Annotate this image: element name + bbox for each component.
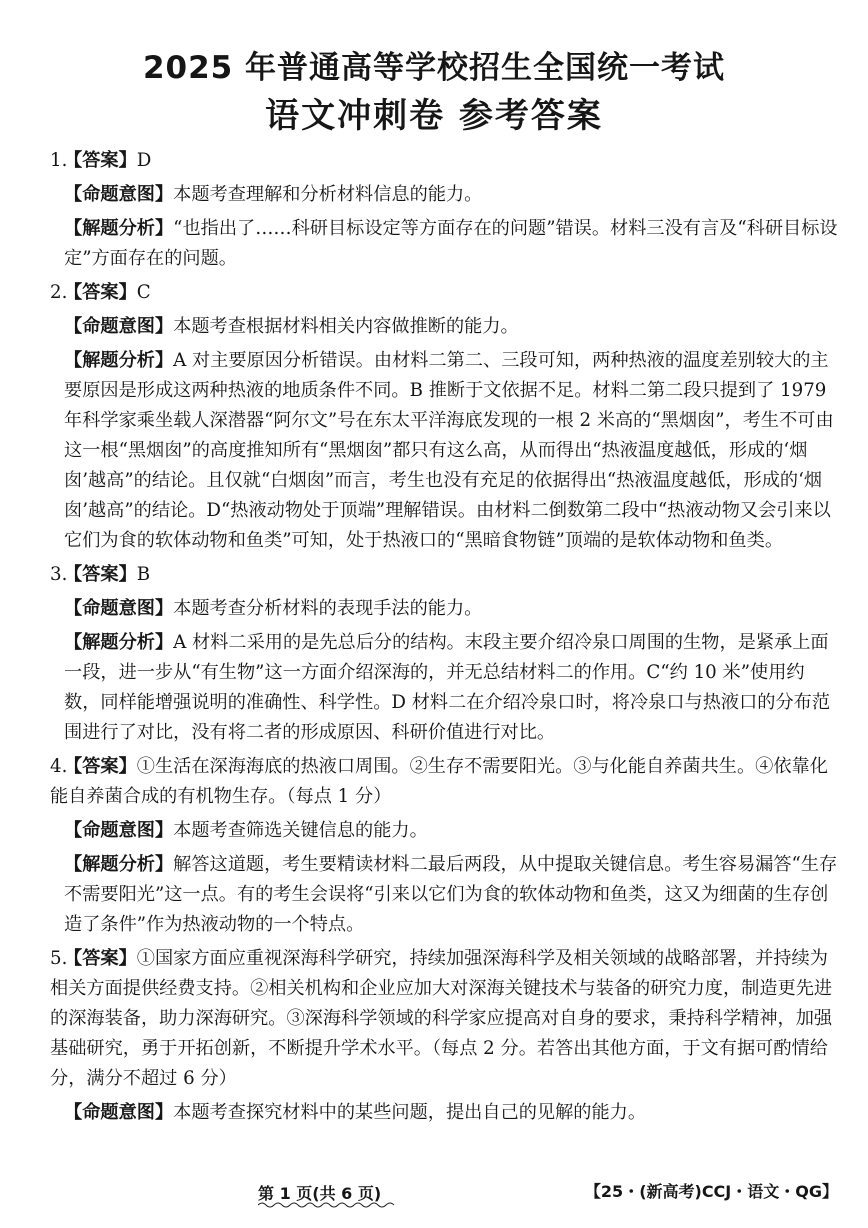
intent-text: 本题考查根据材料相关内容做推断的能力。: [173, 316, 519, 337]
question-number: 5.: [50, 948, 68, 969]
question-3-intent: [50, 594, 840, 624]
intent-text: 本题考查理解和分析材料信息的能力。: [173, 184, 483, 205]
answer-label: 【答案】: [64, 948, 137, 969]
analysis-label: 【解题分析】: [64, 350, 174, 371]
question-number: 4.: [50, 756, 68, 777]
question-4-analysis: [50, 850, 840, 940]
exam-code: 【25・(新高考)CCJ・语文・QG】: [584, 1182, 838, 1201]
analysis-label: 【解题分析】: [64, 854, 174, 875]
question-5-intent: [50, 1098, 840, 1128]
question-number: 2.: [50, 282, 68, 303]
intent-text: 本题考查筛选关键信息的能力。: [173, 820, 428, 841]
intent-text: 本题考查分析材料的表现手法的能力。: [173, 598, 483, 619]
intent-label: 【命题意图】: [64, 820, 174, 841]
question-number: 1.: [50, 150, 68, 171]
document-title: 语文冲刺卷 参考答案: [265, 96, 603, 136]
analysis-text: 解答这道题，考生要精读材料二最后两段，从中提取关键信息。考生容易漏答“生存不需要阳光”这一点。有的考生会误将“引来以它们为食的软体动物和鱼类，这又为细菌的生存创造了条件”作为热液动物的一个特点。: [64, 854, 838, 935]
analysis-text: A 对主要原因分析错误。由材料二第二、三段可知，两种热液的温度差别较大的主要原因是形成这两种热液的地质条件不同。B 推断于文依据不足。材料二第二段只提到了 1979 年科学家乘坐载人深潜器“阿尔文”号在东太平洋海底发现的一根 2 米高的“黑烟囱”，考生不可由这一根“黑烟囱”的高度推知所有“黑烟囱”都只有这么高，从而得出“热液温度越低，形成的‘烟囱’越高”的结论。且仅就“白烟囱”而言，考生也没有充足的依据得出“热液温度越低，形成的‘烟囱’越高”的结论。D“热液动物处于顶端”理解错误。由材料二倒数第二段中“热液动物又会引来以它们为食的软体动物和鱼类”可知，处于热液口的“黑暗食物链”顶端的是软体动物和鱼类。: [64, 350, 834, 551]
question-3-analysis: [50, 628, 840, 748]
question-3-answer: [50, 560, 840, 590]
intent-text: 本题考查探究材料中的某些问题，提出自己的见解的能力。: [173, 1102, 647, 1123]
answer-label: 【答案】: [64, 756, 137, 777]
intent-label: 【命题意图】: [64, 316, 174, 337]
page-number: 第 1 页(共 6 页): [258, 1184, 382, 1203]
analysis-text: A 材料二采用的是先总后分的结构。末段主要介绍冷泉口周围的生物，是紧承上面一段，进一步从“有生物”这一方面介绍深海的，并无总结材料二的作用。C“约 10 米”使用约数，同样能增强说明的准确性、科学性。D 材料二在介绍冷泉口时，将冷泉口与热液口的分布范围进行了对比，没有将二者的形成原因、科研价值进行对比。: [64, 632, 831, 743]
question-1-analysis: [50, 214, 840, 274]
answer-label: 【答案】: [64, 150, 137, 171]
intent-label: 【命题意图】: [64, 1102, 174, 1123]
question-1-answer: [50, 146, 840, 176]
answer-content: [50, 146, 840, 1132]
answer-text: B: [136, 564, 151, 585]
question-2-intent: [50, 312, 840, 342]
question-5-answer: [50, 944, 840, 1094]
exam-title: 2025 年普通高等学校招生全国统一考试: [142, 50, 726, 86]
question-1-intent: [50, 180, 840, 210]
analysis-label: 【解题分析】: [64, 632, 174, 653]
question-number: 3.: [50, 564, 68, 585]
answer-text: D: [136, 150, 152, 171]
question-2-answer: [50, 278, 840, 308]
intent-label: 【命题意图】: [64, 598, 174, 619]
answer-text: ①国家方面应重视深海科学研究，持续加强深海科学及相关领域的战略部署，并持续为相关方面提供经费支持。②相关机构和企业应加大对深海关键技术与装备的研究力度，制造更先进的深海装备，助力深海研究。③深海科学领域的科学家应提高对自身的要求，秉持科学精神，加强基础研究，勇于开拓创新，不断提升学术水平。（每点 2 分。若答出其他方面，于文有据可酌情给分，满分不超过 6 分）: [50, 948, 833, 1089]
answer-text: C: [136, 282, 151, 303]
question-4-intent: [50, 816, 840, 846]
question-2-analysis: [50, 346, 840, 556]
answer-text: ①生活在深海海底的热液口周围。②生存不需要阳光。③与化能自养菌共生。④依靠化能自养菌合成的有机物生存。（每点 1 分）: [50, 756, 828, 807]
question-4-answer: [50, 752, 840, 812]
answer-label: 【答案】: [64, 282, 137, 303]
intent-label: 【命题意图】: [64, 184, 174, 205]
analysis-text: “也指出了……科研目标设定等方面存在的问题”错误。材料三没有言及“科研目标设定”方面存在的问题。: [64, 218, 838, 269]
answer-label: 【答案】: [64, 564, 137, 585]
wavy-underline-decoration: [258, 1201, 396, 1209]
analysis-label: 【解题分析】: [64, 218, 174, 239]
